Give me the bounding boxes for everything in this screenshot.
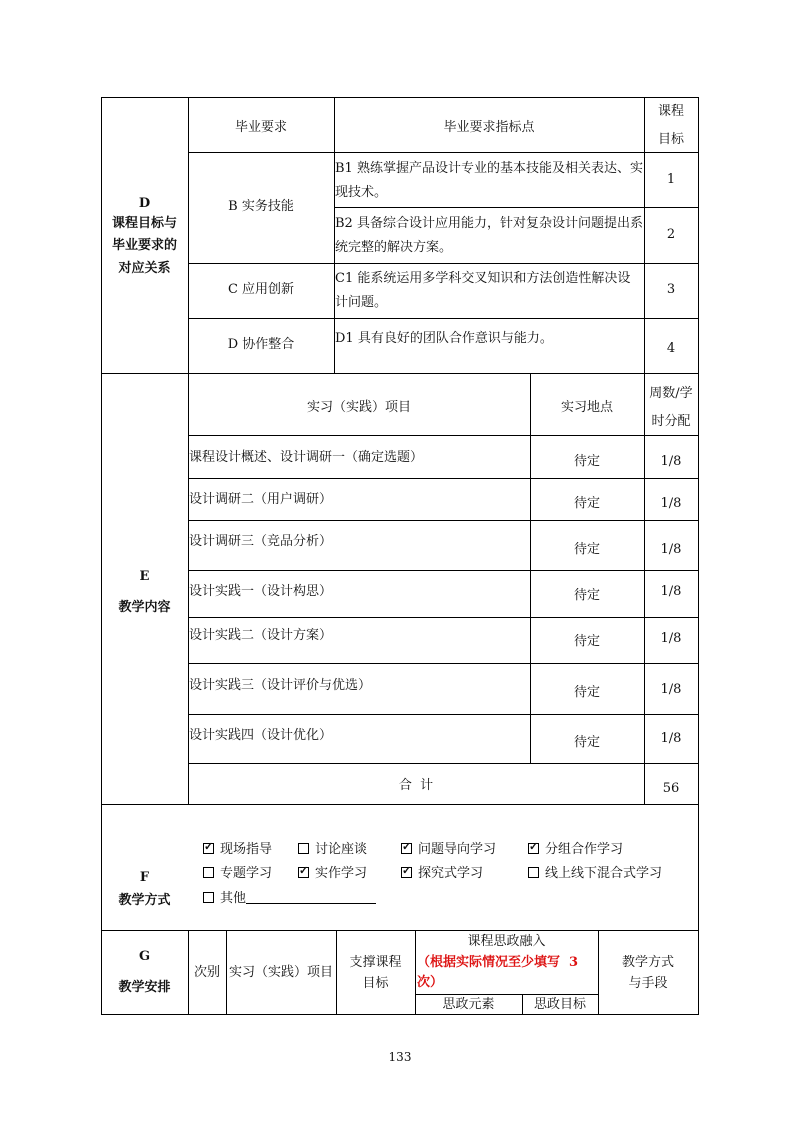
rule (530, 373, 531, 763)
indicator-b2: B2 具备综合设计应用能力，针对复杂设计问题提出系统完整的解决方案。 (335, 216, 643, 255)
method-label: 讨论座谈 (315, 842, 368, 857)
header-grad-req: 毕业要求 (234, 120, 287, 135)
method-checkbox[interactable] (401, 842, 496, 858)
method-label: 线上线下混合式学习 (545, 866, 663, 881)
rule (188, 617, 699, 618)
table-border-top (101, 97, 699, 98)
table-border-right (698, 97, 699, 1014)
rule (188, 763, 699, 764)
rule (188, 570, 699, 571)
indicator-c1: C1 能系统运用多学科交叉知识和方法创造性解决设计问题。 (335, 271, 631, 310)
section-e-title: 教学内容 (118, 600, 171, 615)
project-cell: 设计调研二（用户调研） (189, 492, 333, 507)
header-course-goal: 目标 (657, 132, 684, 147)
course-goal: 1 (666, 172, 676, 187)
total-label: 合 计 (398, 778, 434, 793)
checkbox-empty-icon (528, 867, 539, 878)
method-label: 现场指导 (220, 842, 273, 857)
checkbox-checked-icon (401, 867, 412, 878)
weeks-cell: 1/8 (660, 454, 682, 469)
grad-req-d: D 协作整合 (227, 337, 295, 352)
weeks-cell: 1/8 (660, 631, 682, 646)
course-goal: 3 (666, 282, 676, 297)
section-f-title: 教学方式 (118, 893, 171, 908)
rule (415, 994, 598, 995)
section-d-letter: D (138, 196, 151, 211)
section-d-title: 毕业要求的 (111, 238, 177, 253)
project-cell: 设计实践三（设计评价与优选） (189, 678, 372, 693)
course-goal: 2 (666, 227, 676, 242)
method-label: 实作学习 (315, 866, 368, 881)
header-ideo: 课程思政融入 (467, 934, 546, 949)
method-label: 分组合作学习 (545, 842, 624, 857)
project-cell: 设计调研三（竞品分析） (189, 534, 333, 549)
course-goal: 4 (666, 341, 676, 356)
checkbox-checked-icon (401, 843, 412, 854)
page-number: 133 (388, 1050, 412, 1064)
header-project: 实习（实践）项目 (228, 965, 333, 980)
table-border-bottom (101, 1014, 699, 1015)
method-checkbox[interactable] (298, 842, 367, 858)
weeks-cell: 1/8 (660, 682, 682, 697)
place-cell: 待定 (573, 735, 600, 750)
section-d-title: 课程目标与 (111, 216, 177, 231)
header-ideo-note: （根据实际情况至少填写 3 (417, 955, 579, 970)
checkbox-checked-icon (203, 843, 214, 854)
section-divider (101, 930, 699, 931)
indicator-d1: D1 具有良好的团队合作意识与能力。 (335, 331, 553, 346)
place-cell: 待定 (573, 685, 600, 700)
method-label: 专题学习 (220, 866, 273, 881)
method-checkbox[interactable] (528, 866, 662, 882)
rule (188, 318, 699, 319)
weeks-cell: 1/8 (660, 731, 682, 746)
place-cell: 待定 (573, 542, 600, 557)
indicator-b1: B1 熟练掌握产品设计专业的基本技能及相关表达、实现技术。 (335, 161, 643, 200)
header-ideo-element: 思政元素 (442, 997, 495, 1012)
checkbox-empty-icon (203, 892, 214, 903)
method-label: 问题导向学习 (418, 842, 497, 857)
header-support-goal: 支撑课程 (349, 955, 402, 970)
method-checkbox[interactable] (203, 866, 272, 882)
rule (188, 663, 699, 664)
rule (598, 930, 599, 1014)
place-cell: 待定 (573, 496, 600, 511)
section-f-letter: F (139, 870, 150, 885)
place-cell: 待定 (573, 454, 600, 469)
grad-req-c: C 应用创新 (227, 282, 295, 297)
method-checkbox[interactable] (203, 891, 376, 907)
section-g-letter: G (138, 949, 151, 964)
rule (336, 930, 337, 1014)
header-indicator: 毕业要求指标点 (443, 120, 535, 135)
section-divider (101, 373, 699, 374)
method-label: 探究式学习 (418, 866, 484, 881)
header-place: 实习地点 (560, 400, 613, 415)
header-order: 次别 (193, 965, 220, 980)
other-method-blank[interactable] (246, 891, 376, 904)
header-support-goal: 目标 (362, 976, 389, 991)
header-weeks: 时分配 (651, 414, 691, 429)
checkbox-checked-icon (528, 843, 539, 854)
rule (188, 263, 699, 264)
header-method: 与手段 (628, 976, 668, 991)
grad-req-b: B 实务技能 (228, 199, 294, 214)
project-cell: 设计实践一（设计构思） (189, 584, 333, 599)
header-ideo-goal: 思政目标 (533, 997, 586, 1012)
header-project: 实习（实践）项目 (306, 400, 411, 415)
section-e-letter: E (139, 569, 150, 584)
method-checkbox[interactable] (203, 842, 272, 858)
weeks-cell: 1/8 (660, 584, 682, 599)
rule (188, 520, 699, 521)
total-value: 56 (662, 781, 680, 796)
section-divider (101, 804, 699, 805)
checkbox-checked-icon (298, 867, 309, 878)
weeks-cell: 1/8 (660, 496, 682, 511)
method-checkbox[interactable] (298, 866, 367, 882)
project-cell: 设计实践四（设计优化） (189, 728, 333, 743)
rule (188, 478, 699, 479)
checkbox-empty-icon (298, 843, 309, 854)
section-g-title: 教学安排 (118, 980, 171, 995)
project-cell: 课程设计概述、设计调研一（确定选题） (189, 450, 424, 465)
checkbox-empty-icon (203, 867, 214, 878)
rule (188, 152, 699, 153)
method-checkbox[interactable] (401, 866, 483, 882)
header-ideo-note: 次） (417, 975, 444, 990)
place-cell: 待定 (573, 634, 600, 649)
section-d-title: 对应关系 (118, 261, 171, 276)
place-cell: 待定 (573, 588, 600, 603)
header-course-goal: 课程 (657, 104, 684, 119)
header-weeks: 周数/学 (649, 386, 693, 401)
method-label: 其他 (220, 891, 247, 906)
rule (188, 714, 699, 715)
header-method: 教学方式 (621, 955, 674, 970)
project-cell: 设计实践二（设计方案） (189, 628, 333, 643)
method-checkbox[interactable] (528, 842, 623, 858)
weeks-cell: 1/8 (660, 542, 682, 557)
rule (188, 435, 699, 436)
